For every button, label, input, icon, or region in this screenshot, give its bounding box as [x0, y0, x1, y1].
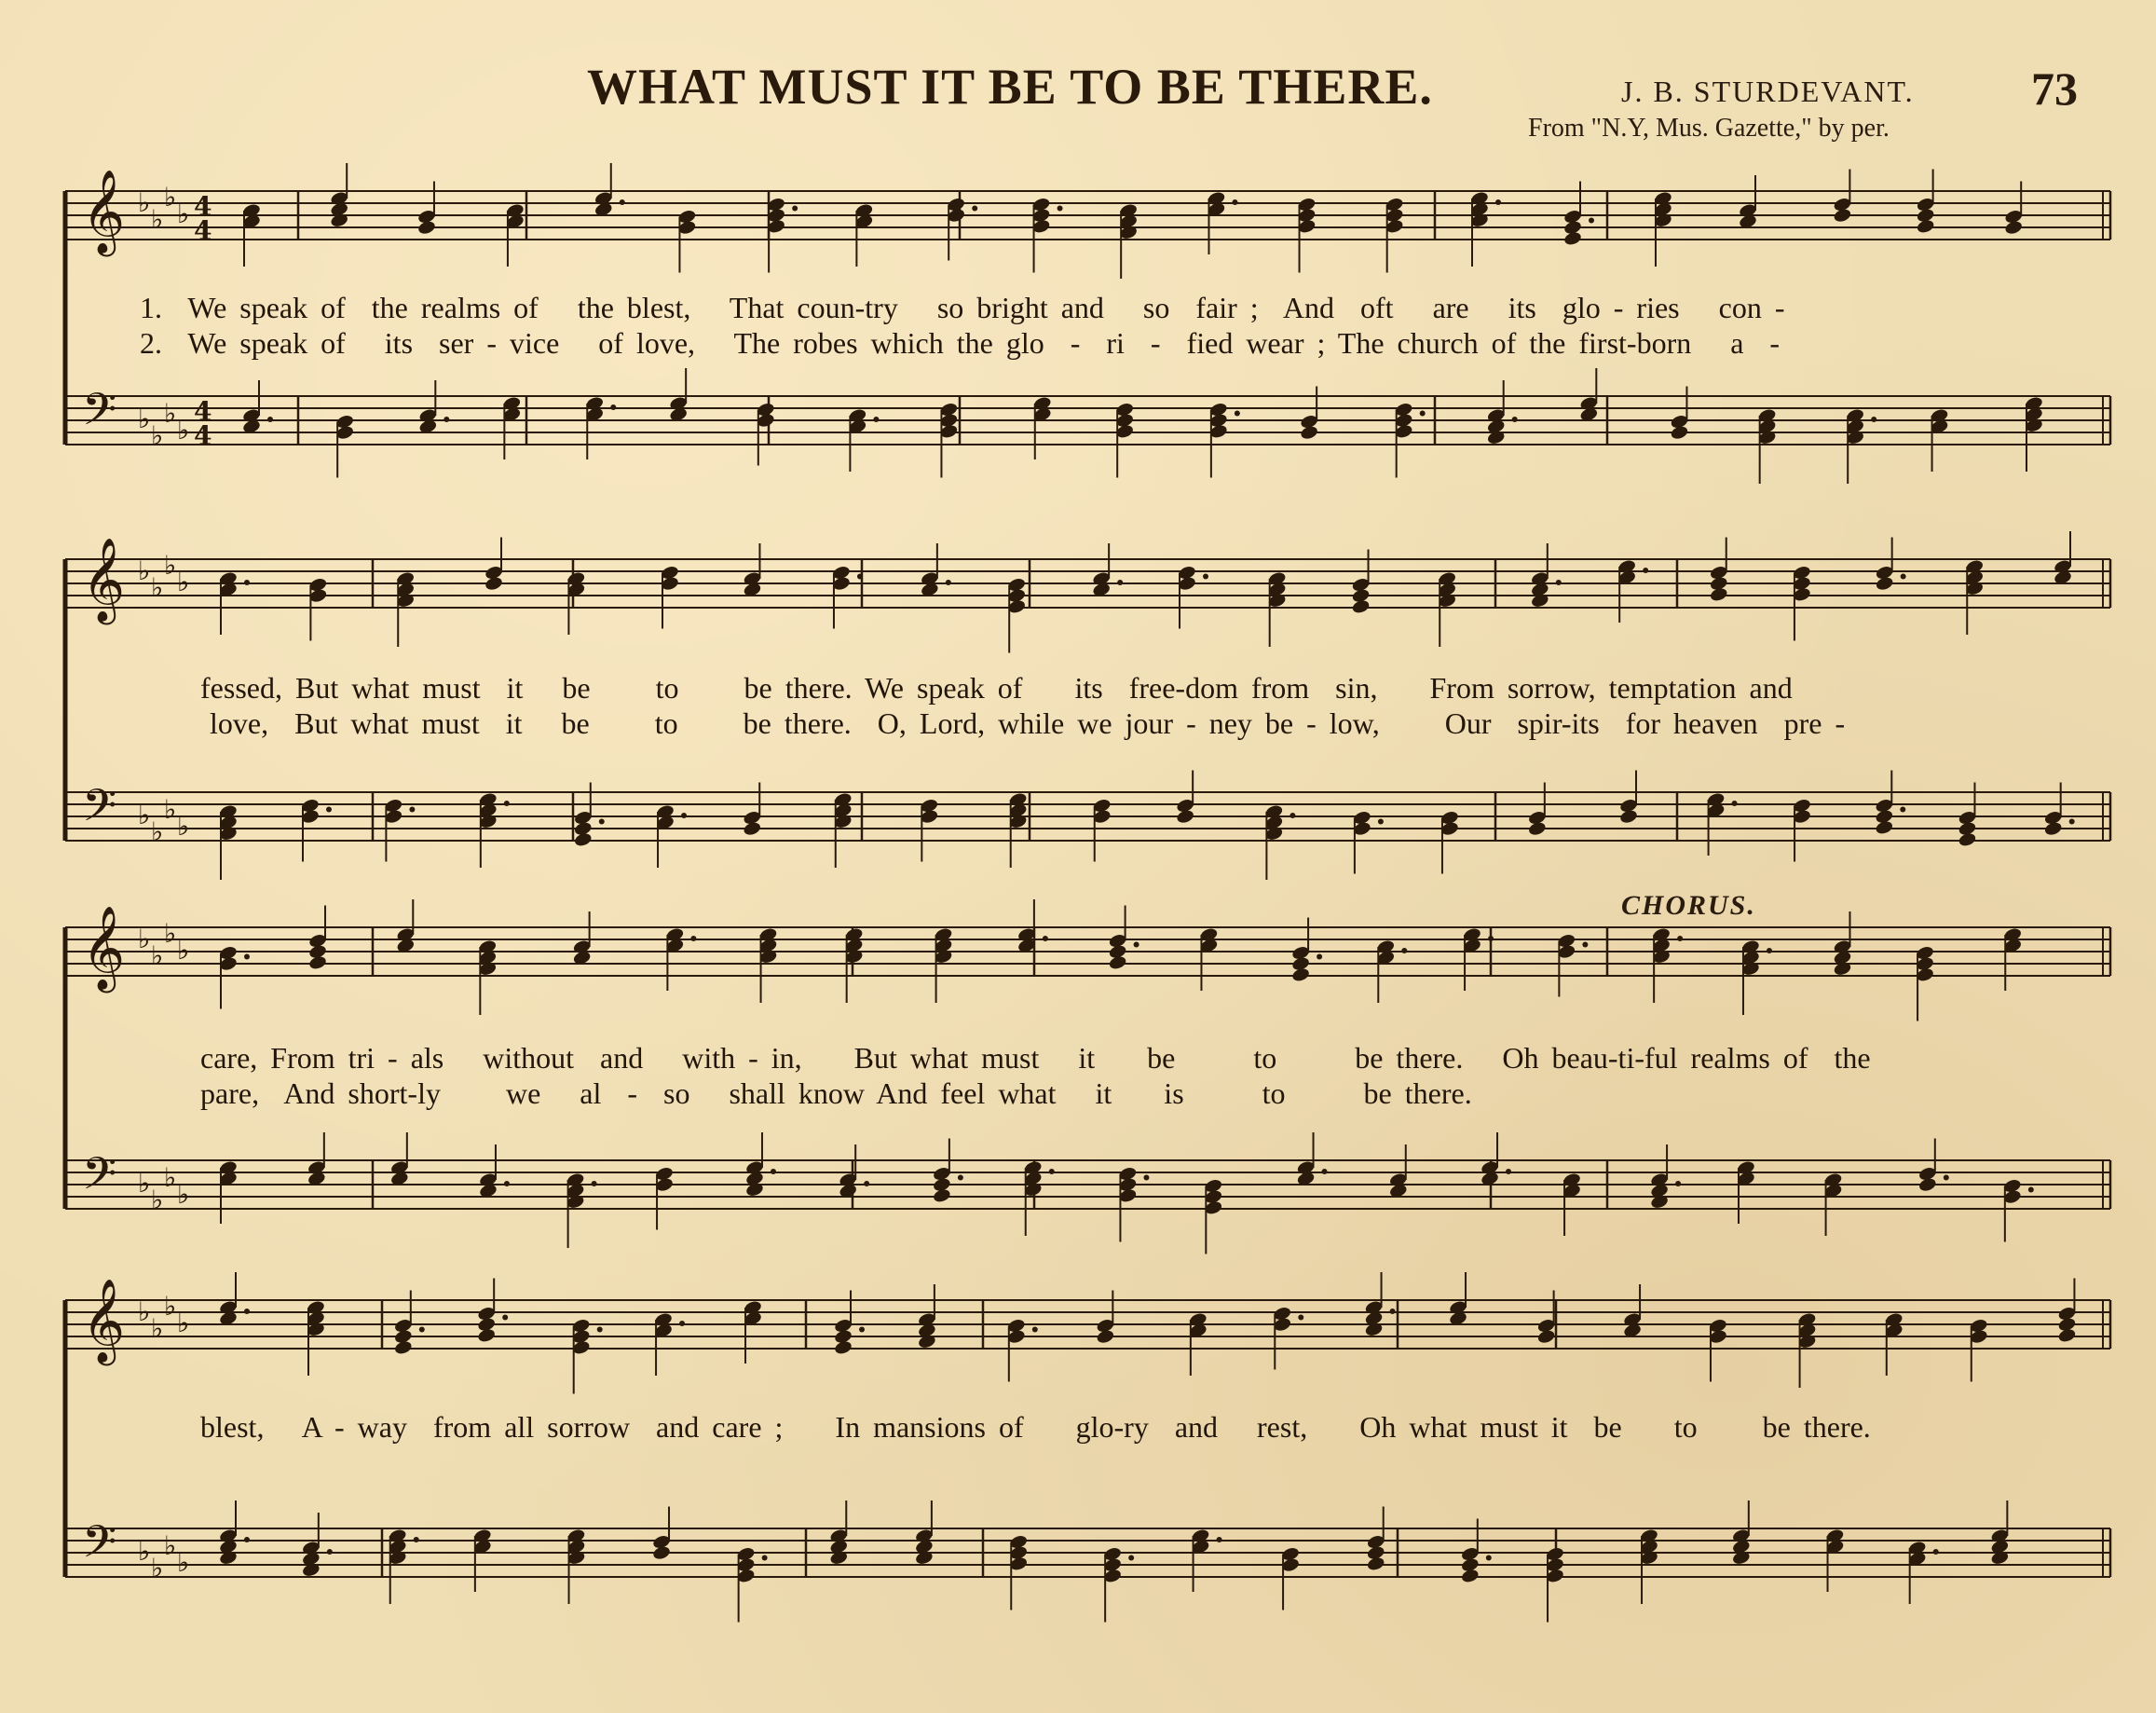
- dot: [414, 1537, 419, 1542]
- dot: [1488, 936, 1494, 941]
- flat-icon: ♭: [177, 935, 190, 966]
- bass-clef-icon: 𝄢: [82, 779, 117, 843]
- flat-icon: ♭: [138, 924, 151, 954]
- dot: [690, 936, 696, 941]
- flat-icon: ♭: [138, 555, 151, 586]
- dot: [1556, 580, 1562, 585]
- dot: [1900, 807, 1905, 813]
- chorus-label: CHORUS.: [1621, 890, 1756, 921]
- lyric-line-system4-verse1: blest, A - way from all sorrow and care ; In mansions of glo-ry and rest, Oh what must it be to be there.: [200, 1410, 1871, 1444]
- flat-icon: ♭: [164, 1291, 177, 1322]
- note-head: [1527, 820, 1547, 836]
- flat-icon: ♭: [138, 1536, 151, 1567]
- dot: [409, 807, 415, 813]
- time-signature: 4: [194, 420, 212, 451]
- dot: [502, 1315, 508, 1321]
- flat-icon: ♭: [151, 572, 164, 603]
- lyric-line-system1-verse2: 2. We speak of its ser - vice of love, The robes which the glo - ri - fied wear ; The church of the first-born a -: [140, 326, 1781, 360]
- dot: [2028, 1187, 2034, 1193]
- note-head: [1176, 808, 1195, 824]
- dot: [419, 1327, 425, 1333]
- note-head: [1917, 1176, 1937, 1192]
- note-head: [1916, 218, 1935, 234]
- note-head: [1536, 1328, 1556, 1344]
- flat-icon: ♭: [151, 816, 164, 847]
- note-head: [1366, 1555, 1385, 1571]
- lyric-line-system2-verse2: love, But what must it be to be there. O, Lord, while we jour - ney be - low, Our spir-its for heaven pre -: [210, 706, 1846, 740]
- note-head: [2057, 1327, 2077, 1343]
- note-head: [932, 1187, 951, 1203]
- note-head: [834, 1339, 853, 1355]
- flat-icon: ♭: [164, 1162, 177, 1193]
- flat-icon: ♭: [164, 550, 177, 581]
- dot: [771, 1169, 776, 1174]
- dot: [1390, 1309, 1396, 1314]
- dot: [1944, 1175, 1949, 1181]
- dot: [1143, 1175, 1149, 1181]
- lyric-line-system3-verse2: pare, And short-ly we al - so shall know And feel what it is to be there.: [200, 1076, 1472, 1110]
- dot: [762, 1555, 768, 1561]
- dot: [1495, 199, 1501, 205]
- flat-icon: ♭: [151, 1185, 164, 1215]
- lyric-line-system2-verse1: fessed, But what must it be to be there. We speak of its free-dom from sin, From sorrow, temptation and: [200, 671, 1793, 705]
- dot: [597, 1327, 603, 1333]
- time-signature: 4: [194, 215, 212, 246]
- flat-icon: ♭: [151, 1553, 164, 1583]
- flat-icon: ♭: [177, 1308, 190, 1338]
- flat-icon: ♭: [151, 204, 164, 235]
- dot: [244, 580, 250, 585]
- flat-icon: ♭: [164, 398, 177, 429]
- dot: [857, 574, 863, 580]
- flat-icon: ♭: [164, 182, 177, 212]
- flat-icon: ♭: [177, 415, 190, 445]
- dot: [946, 580, 951, 585]
- note-head: [477, 1327, 497, 1343]
- note-head: [1563, 230, 1583, 246]
- dot: [1203, 574, 1208, 580]
- dot: [1043, 936, 1048, 941]
- dot: [1032, 1327, 1038, 1333]
- dot: [681, 813, 687, 818]
- dot: [864, 1181, 869, 1186]
- dot: [592, 1181, 597, 1186]
- flat-icon: ♭: [177, 199, 190, 229]
- dot: [972, 206, 977, 212]
- flat-icon: ♭: [177, 811, 190, 842]
- note-head: [743, 820, 762, 836]
- note-head: [1351, 598, 1371, 614]
- dot: [1235, 411, 1240, 417]
- dot: [1049, 1169, 1055, 1174]
- dot: [267, 417, 273, 422]
- note-head: [1875, 575, 1894, 591]
- dot: [1128, 1555, 1134, 1561]
- dot: [1322, 1169, 1328, 1174]
- dot: [1767, 948, 1772, 953]
- dot: [504, 1181, 510, 1186]
- dot: [327, 1549, 333, 1555]
- dot: [504, 801, 510, 806]
- dot: [1675, 1181, 1681, 1186]
- dot: [1486, 1555, 1492, 1561]
- note-head: [1958, 831, 1977, 847]
- note-head: [1709, 586, 1728, 602]
- dot: [244, 954, 250, 960]
- treble-clef-icon: 𝄞: [82, 1279, 126, 1363]
- dot: [244, 1309, 250, 1314]
- composer-name: J. B. STURDEVANT.: [1621, 75, 1915, 108]
- dot: [1298, 1315, 1303, 1321]
- dot: [2069, 819, 2075, 825]
- flat-icon: ♭: [138, 187, 151, 218]
- note-head: [1875, 819, 1894, 835]
- dot: [1401, 948, 1407, 953]
- flat-icon: ♭: [138, 800, 151, 830]
- lyric-line-system3-verse1: care, From tri - als without and with - in, But what must it be to be there. Oh beau-ti-ful realms of the: [200, 1041, 1871, 1075]
- dot: [679, 1321, 685, 1326]
- note-head: [1108, 954, 1127, 970]
- dot: [326, 807, 332, 813]
- note-head: [2004, 219, 2024, 235]
- flat-icon: ♭: [164, 918, 177, 949]
- treble-clef-icon: 𝄞: [82, 906, 126, 990]
- dot: [1317, 954, 1322, 960]
- dot: [1117, 580, 1123, 585]
- flat-icon: ♭: [177, 567, 190, 597]
- note-head: [1300, 424, 1319, 440]
- note-head: [416, 219, 436, 235]
- source-credit: From "N.Y, Mus. Gazette," by per.: [1528, 114, 1890, 143]
- bass-clef-icon: 𝄢: [82, 1147, 117, 1211]
- bass-clef-icon: 𝄢: [82, 1515, 117, 1579]
- dot: [1134, 942, 1139, 948]
- dot: [792, 206, 798, 212]
- note-head: [1291, 966, 1311, 982]
- flat-icon: ♭: [138, 1296, 151, 1327]
- dot: [244, 1537, 250, 1542]
- note-head: [2043, 820, 2063, 836]
- dot: [1420, 411, 1426, 417]
- dot: [1512, 417, 1518, 422]
- treble-clef-icon: 𝄞: [82, 170, 126, 254]
- note-head: [1619, 808, 1639, 824]
- dot: [1232, 199, 1237, 205]
- dot: [599, 819, 605, 825]
- dot: [443, 417, 449, 422]
- note-head: [1833, 207, 1852, 223]
- flat-icon: ♭: [138, 404, 151, 434]
- flat-icon: ♭: [151, 420, 164, 451]
- dot: [1933, 1549, 1939, 1555]
- flat-icon: ♭: [177, 1179, 190, 1210]
- note-head: [484, 575, 504, 591]
- time-signature: 4: [194, 396, 212, 427]
- note-head: [573, 831, 593, 847]
- lyric-line-system1-verse1: 1. We speak of the realms of the blest, That coun-try so bright and so fair ; And oft are its glo - ries con -: [140, 291, 1785, 324]
- dot: [1290, 813, 1295, 818]
- flat-icon: ♭: [151, 940, 164, 971]
- note-head: [393, 1339, 413, 1355]
- treble-clef-icon: 𝄞: [82, 538, 126, 622]
- flat-icon: ♭: [164, 1530, 177, 1561]
- note-head: [652, 1544, 672, 1560]
- flat-icon: ♭: [138, 1168, 151, 1199]
- dot: [1732, 801, 1738, 806]
- dot: [1677, 936, 1683, 941]
- flat-icon: ♭: [177, 1547, 190, 1578]
- note-head: [1670, 424, 1689, 440]
- flat-icon: ♭: [151, 1313, 164, 1344]
- dot: [1643, 568, 1648, 573]
- song-title: WHAT MUST IT BE TO BE THERE.: [587, 59, 1433, 115]
- dot: [610, 404, 616, 410]
- note-head: [308, 954, 328, 970]
- dot: [859, 1327, 865, 1333]
- dot: [1871, 417, 1876, 422]
- dot: [1217, 1537, 1222, 1542]
- time-signature: 4: [194, 191, 212, 222]
- dot: [958, 1175, 963, 1181]
- dot: [1582, 942, 1588, 948]
- page-number: 73: [2031, 62, 2078, 115]
- dot: [1901, 574, 1906, 580]
- dot: [873, 417, 879, 422]
- dot: [1506, 1169, 1511, 1174]
- dot: [1589, 218, 1594, 224]
- dot: [1058, 206, 1063, 212]
- note-head: [1460, 1568, 1480, 1583]
- bass-clef-icon: 𝄢: [82, 383, 117, 446]
- flat-icon: ♭: [164, 794, 177, 825]
- note-head: [1096, 1328, 1115, 1344]
- dot: [1378, 819, 1384, 825]
- dot: [620, 199, 625, 205]
